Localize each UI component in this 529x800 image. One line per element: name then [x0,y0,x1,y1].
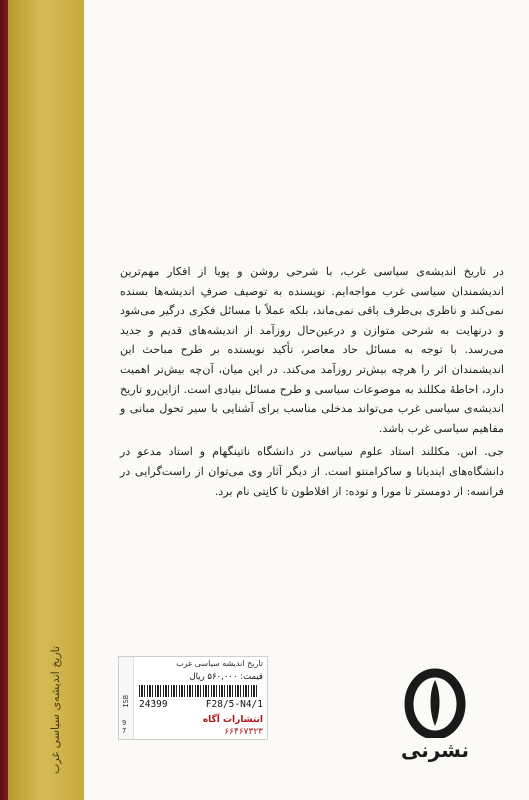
nashr-ney-emblem-icon [385,668,485,738]
isbn-strip [119,657,134,739]
isbn-label: ISB [122,695,130,708]
price-label: قیمت: ۵۶۰,۰۰۰ ریال [189,672,263,682]
sticker-phone: ۶۶۴۶۷۳۲۳ [224,727,263,737]
sticker-code-left: 24399 [139,699,168,710]
book-spine [8,0,84,800]
barcode-bars [139,685,259,697]
blurb-paragraph: در تاریخ اندیشه‌ی سیاسی غرب، با شرحی روشن و پویا از افکار مهم‌ترین اندیشمندان سیاسی غرب مواجه‌ایم. نویسنده به توصیف صرفِ اندیشه‌ها بسنده نمی‌کند و ناظری بی‌طرف باقی نمی‌ماند، بلکه عملاً با مسائل فکری درگیر می‌شود و درنهایت به شرحی متوازن و درعین‌حال روزآمد از اندیشه‌های قدیم و جدید می‌رسد. با توجه به مسائل حاد معاصر، تأکید نویسنده بر طرح مباحث این اندیشمندان اثر را هرچه بیش‌تر روزآمد می‌کند. در این میان، آن‌چه بیش‌تر اهمیت دارد، احاطهٔ مکللند به موضوعات سیاسی و طرح مسائل بنیادی است. ازاین‌رو تاریخ اندیشه‌ی سیاسی غرب می‌تواند مدخلی مناسب برای آشنایی با سیر تحول مبانی و مفاهیم سیاسی غرب باشد. [120,265,504,435]
back-cover-blurb [120,262,504,501]
publisher-logo [385,668,485,778]
sticker-title: تاریخ اندیشه سیاسی غرب [176,659,263,668]
isbn-digits: 9 7 [122,719,127,735]
author-bio-paragraph: جی. اس. مکللند استاد علوم سیاسی در دانشگاه ناتینگهام و استاد مدعو در دانشگاه‌های ایندیانا و ساکرامنتو است. از دیگر آثار وی می‌توان از راست‌گرایی در فرانسه: از دومستر تا مورا و توده: از افلاطون تا کانِتی نام برد. [120,445,504,498]
barcode-sticker [118,656,268,740]
publisher-name: نشرنی [400,738,470,762]
sticker-code-right: F28/5-N4/1 [205,699,263,710]
cover-edge [0,0,8,800]
sticker-codes [139,699,263,713]
sticker-publisher: انتشارات آگاه [202,715,263,725]
spine-title: تاریخ اندیشه‌ی سیاسی غرب [49,645,62,775]
